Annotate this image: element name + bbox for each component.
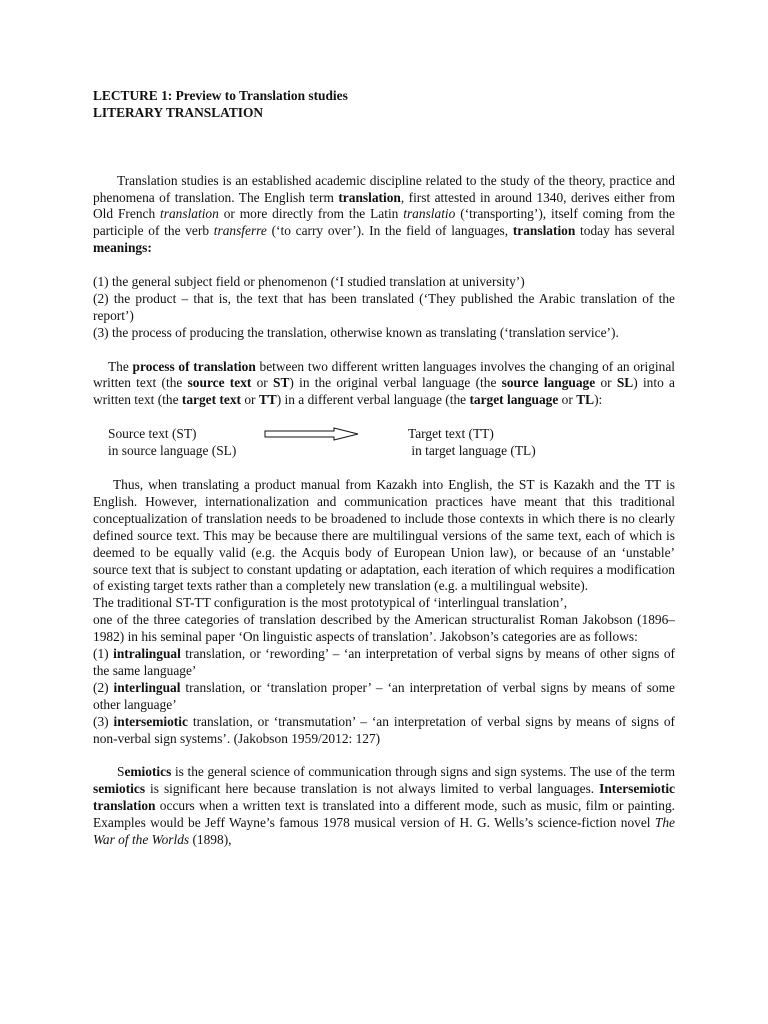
- source-language-label: in source language (SL): [108, 443, 237, 459]
- paragraph-process: The process of translation between two different written languages involves the changing of an original written text (the source text or ST) in the original verbal language (the source language or SL) into a written text (the target text or TT) in a different verbal language (the target language or TL):: [93, 358, 675, 408]
- paragraph-intro: Translation studies is an established academic discipline related to the study of the theory, practice and phenomena of translation. The English term translation, first attested in around 1340, derives either from Old French translation or more directly from the Latin translatio (‘transporting’), itself coming from the participle of the verb transferre (‘to carry over’). In the field of languages, translation today has several meanings:: [93, 172, 676, 256]
- category-item-3: (3) intersemiotic translation, or ‘transmutation’ – ‘an interpretation of verbal signs by means of signs of non-verbal sign systems’. (Jakobson 1959/2012: 127): [93, 713, 675, 746]
- target-text-label: Target text (TT): [408, 426, 494, 442]
- target-language-label: in target language (TL): [408, 443, 536, 459]
- paragraph-kazakh-example: Thus, when translating a product manual from Kazakh into English, the ST is Kazakh and the TT is English. However, internationalization and communication practices have meant that this traditional conceptualization of translation needs to be broadened to include those contexts in which there is no clearly defined source text. This may be because there are multilingual versions of the same text, each of which is deemed to be equally valid (e.g. the Acquis body of European Union law), or because of an ‘unstable’ source text that is subject to constant updating or adaptation, each iteration of which requires a modification of existing target texts rather than a completely new translation (e.g. a multilingual website).: [93, 477, 675, 594]
- meaning-item-1: (1) the general subject field or phenomenon (‘I studied translation at university’): [93, 274, 525, 290]
- document-page: [93, 88, 675, 849]
- st-tt-diagram: [108, 426, 675, 460]
- lecture-subtitle: LITERARY TRANSLATION: [93, 104, 264, 120]
- source-text-label: Source text (ST): [108, 426, 197, 442]
- right-arrow-icon: [264, 427, 360, 441]
- lecture-title: LECTURE 1: Preview to Translation studies: [93, 88, 348, 103]
- category-item-2: (2) interlingual translation, or ‘translation proper’ – ‘an interpretation of verbal signs by means of some other language’: [93, 679, 675, 712]
- paragraph-st-tt-configuration: The traditional ST-TT configuration is the most prototypical of ‘interlingual translation’, one of the three categories of translation described by the American structuralist Roman Jakobson (1896–1982) in his seminal paper ‘On linguistic aspects of translation’. Jakobson’s categories are as follows:: [93, 595, 675, 645]
- meaning-item-3: (3) the process of producing the translation, otherwise known as translating (‘translation service’).: [93, 324, 619, 340]
- target-block: [408, 426, 536, 460]
- paragraph-semiotics: Semiotics is the general science of communication through signs and sign systems. The use of the term semiotics is significant here because translation is not always limited to verbal languages. Intersemiotic translation occurs when a written text is translated into a different mode, such as music, film or painting. Examples would be Jeff Wayne’s famous 1978 musical version of H. G. Wells’s science-fiction novel The War of the Worlds (1898),: [93, 764, 675, 848]
- source-block: [108, 426, 236, 460]
- meaning-item-2: (2) the product – that is, the text that has been translated (‘They published the Arabic translation of the report’): [93, 290, 675, 323]
- category-item-1: (1) intralingual translation, or ‘rewording’ – ‘an interpretation of verbal signs by means of other signs of the same language’: [93, 646, 675, 678]
